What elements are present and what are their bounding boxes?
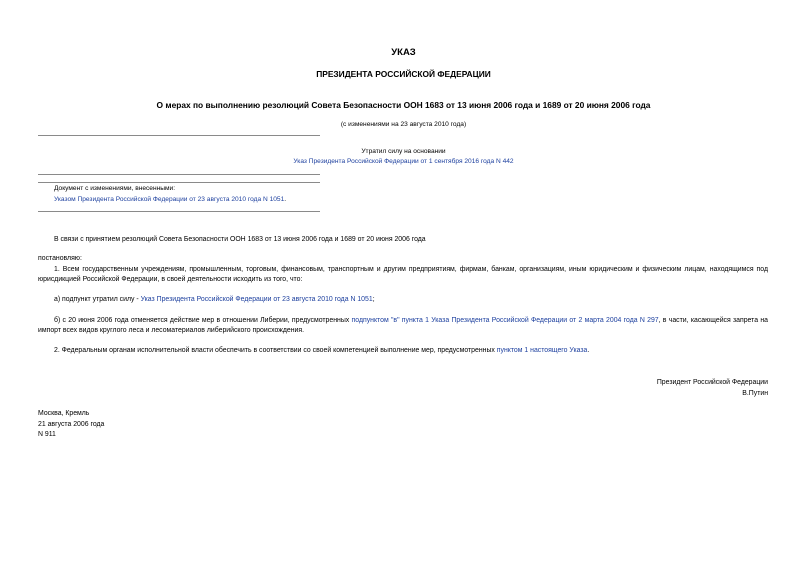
separator-line — [38, 174, 320, 175]
repeal-text: Утратил силу на основании — [361, 148, 446, 155]
document-number: N 911 — [38, 431, 56, 438]
separator-line — [38, 211, 320, 212]
intro-paragraph: В связи с принятием резолюций Совета Безопасности ООН 1683 от 13 июня 2006 года и 1689 от 20 июня 2006 года — [54, 236, 426, 243]
paragraph-b-prefix: б) с 20 июня 2006 года отменяется действие мер в отношении Либерии, предусмотренных — [54, 317, 352, 324]
amendment-note: (с изменениями на 23 августа 2010 года) — [340, 121, 467, 128]
paragraph-1: 1. Всем государственным учреждениям, промышленным, торговым, финансовым, транспортным и другим предприятиям, фирмам, банкам, организациям, иным юридическим и физическим лицам, находящимся под юрисдикцией Российской Федерации, в своей деятельности исходить из того, что: — [38, 266, 768, 283]
paragraph-2-link[interactable]: пунктом 1 настоящего Указа — [496, 347, 588, 354]
decree-word: постановляю: — [38, 255, 82, 262]
changes-line — [54, 196, 286, 203]
document-title: УКАЗ — [391, 47, 416, 58]
paragraph-b — [38, 316, 768, 336]
paragraph-b-link[interactable]: подпунктом "в" пункта 1 Указа Президента Российской Федерации от 2 марта 2004 года N 297 — [351, 317, 659, 324]
paragraph-a-prefix: а) подпункт утратил силу - — [54, 296, 141, 303]
paragraph-a-suffix: ; — [372, 296, 375, 303]
paragraph-2-prefix: 2. Федеральным органам исполнительной власти обеспечить в соответствии со своей компетенцией выполнение мер, предусмотренных — [54, 347, 497, 354]
changes-link[interactable]: Указом Президента Российской Федерации от 23 августа 2010 года N 1051 — [54, 196, 285, 203]
signature-name: В.Путин — [742, 390, 768, 397]
separator-line — [38, 135, 320, 136]
signing-date: 21 августа 2006 года — [38, 421, 105, 428]
signing-place: Москва, Кремль — [38, 410, 90, 417]
document-subtitle: ПРЕЗИДЕНТА РОССИЙСКОЙ ФЕДЕРАЦИИ — [316, 69, 491, 79]
changes-label: Документ с изменениями, внесенными: — [54, 185, 176, 192]
changes-link-suffix: . — [284, 196, 287, 203]
repeal-link[interactable]: Указ Президента Российской Федерации от 1 сентября 2016 года N 442 — [293, 158, 514, 165]
paragraph-a — [54, 296, 375, 303]
separator-line — [38, 182, 320, 183]
signature-position: Президент Российской Федерации — [656, 379, 768, 386]
document-heading: О мерах по выполнению резолюций Совета Безопасности ООН 1683 от 13 июня 2006 года и 1689 от 20 июня 2006 года — [156, 100, 651, 110]
paragraph-2 — [54, 347, 589, 354]
paragraph-2-suffix: . — [587, 347, 590, 354]
paragraph-a-link[interactable]: Указ Президента Российской Федерации от 23 августа 2010 года N 1051 — [140, 296, 373, 303]
paragraph-b-suffix: , в части, касающейся запрета на импорт всех видов круглого леса и лесоматериалов либерийского происхождения. — [38, 317, 768, 334]
